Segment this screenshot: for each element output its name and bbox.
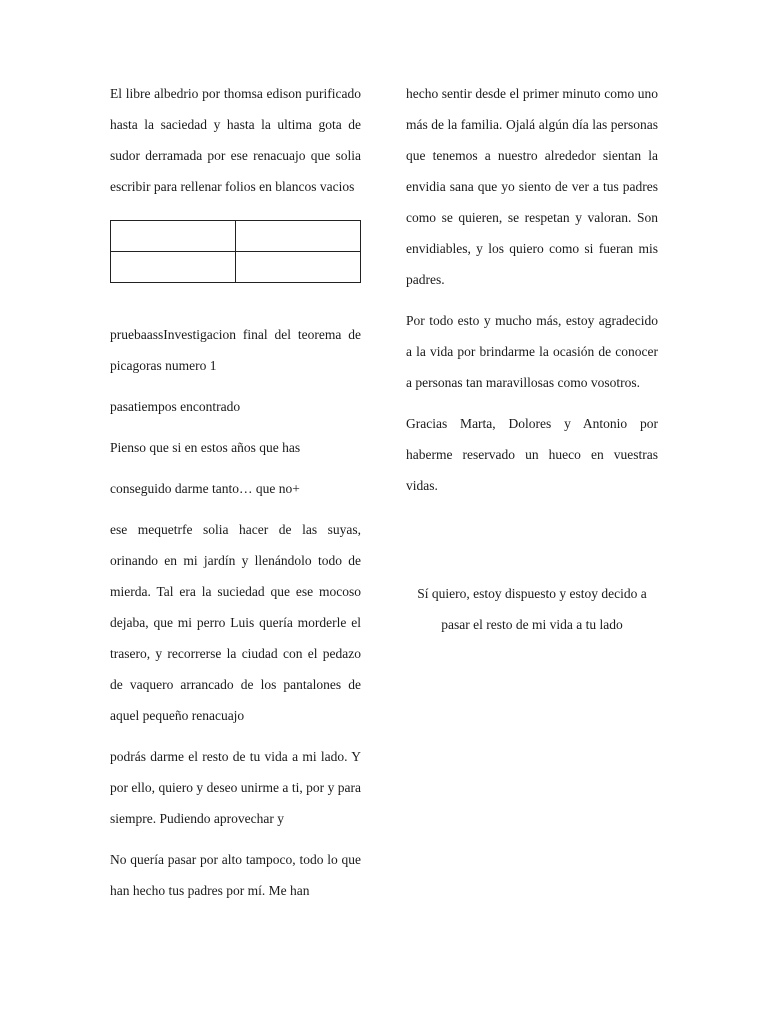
right-column [406,78,658,501]
table-cell [236,221,361,252]
table-cell [236,252,361,283]
thought-paragraph: Pienso que si en estos años que has [110,440,301,455]
family-paragraph: hecho sentir desde el primer minuto como uno más de la familia. Ojalá algún día las personas que tenemos a nuestro alrededor sientan la envidia sana que yo siento de ver a tus padres como se quieren, se respetan y valoran. Son envidiables, y los quiero como si fueran mis padres. [406,86,658,287]
table-cell [111,252,236,283]
research-paragraph: pruebaassInvestigacion final del teorema de picagoras numero 1 [110,327,361,373]
empty-table [110,220,361,283]
pastime-paragraph: pasatiempos encontrado [110,399,241,414]
intro-paragraph: El libre albedrio por thomsa edison purificado hasta la saciedad y hasta la ultima gota de sudor derramada por ese renacuajo que solia escribir para rellenar folios en blancos vacios [110,86,361,194]
story-paragraph: ese mequetrfe solia hacer de las suyas, orinando en mi jardín y llenándolo todo de mierda. Tal era la suciedad que ese mocoso dejaba, que mi perro Luis quería morderle el trasero, y recorrerse la ciudad con el pedazo de vaquero arrancado de los pantalones de aquel pequeño renacuajo [110,522,361,723]
parents-paragraph: No quería pasar por alto tampoco, todo lo que han hecho tus padres por mí. Me han [110,852,361,898]
promise-paragraph: podrás darme el resto de tu vida a mi lado. Y por ello, quiero y deseo unirme a ti, por y para siempre. Pudiendo aprovechar y [110,749,361,826]
table-row [111,221,361,252]
left-column [110,78,361,906]
table-cell [111,221,236,252]
closing-note: Sí quiero, estoy dispuesto y estoy decido a pasar el resto de mi vida a tu lado [417,586,647,632]
thanks-paragraph: Gracias Marta, Dolores y Antonio por haberme reservado un hueco en vuestras vidas. [406,416,658,493]
gift-paragraph: conseguido darme tanto… que no+ [110,481,300,496]
gratitude-paragraph: Por todo esto y mucho más, estoy agradecido a la vida por brindarme la ocasión de conocer a personas tan maravillosas como vosotros. [406,313,658,390]
table-row [111,252,361,283]
